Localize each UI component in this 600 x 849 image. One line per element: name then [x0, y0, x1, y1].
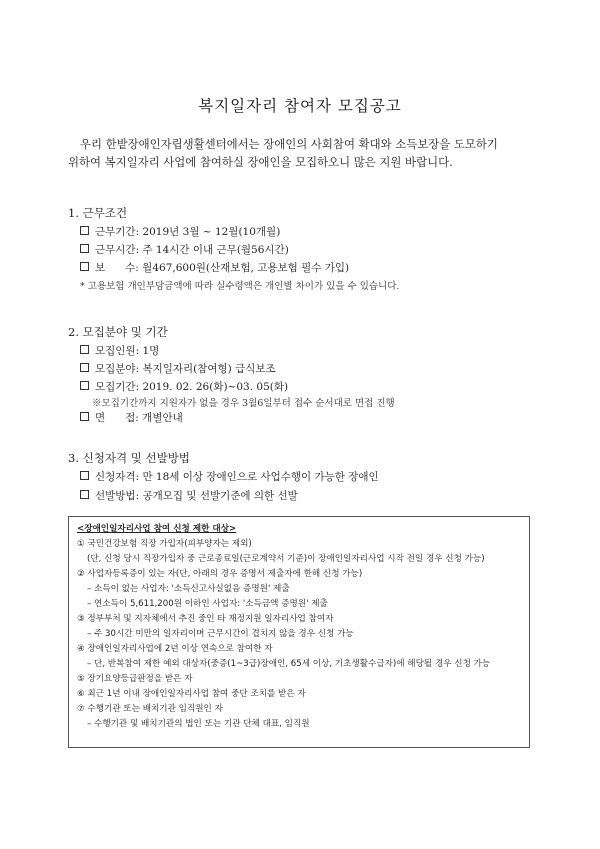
- checkbox-icon: [80, 412, 89, 421]
- recruit-period-text: 모집기간: 2019. 02. 26(화)~03. 05(화): [95, 381, 289, 393]
- insurance-note: * 고용보험 개인부담금액에 따라 실수령액은 개인별 차이가 있을 수 있습니다.: [80, 281, 400, 292]
- salary-item: [80, 260, 349, 275]
- restriction-line: – 소득이 없는 사업자: '소득신고사실없음 증명원' 제출: [87, 584, 290, 594]
- intro-line-1: 우리 한밭장애인자립생활센터에서는 장애인의 사회참여 확대와 소득보장을 도모하기: [80, 137, 498, 151]
- checkbox-icon: [80, 244, 89, 253]
- work-hours-text: 근무시간: 주 14시간 이내 근무(월56시간): [95, 244, 289, 256]
- restriction-line: ⑥ 최근 1년 이내 장애인일자리사업 참여 중단 조치를 받은 자: [77, 689, 306, 699]
- checkbox-icon: [80, 381, 89, 390]
- restriction-notice-box: [68, 516, 530, 748]
- recruit-count-item: [80, 343, 159, 358]
- recruit-period-note: ※모집기간까지 지원자가 없을 경우 3월6일부터 접수 순서대로 면접 진행: [92, 398, 395, 409]
- section-title-eligibility: 3. 신청자격 및 선발방법: [68, 451, 190, 465]
- restriction-line: – 연소득이 5,611,200원 이하인 사업자: '소득금액 증명원' 제출: [87, 599, 328, 609]
- selection-method-item: [80, 488, 298, 503]
- restriction-line: ② 사업자등록증이 있는 자(단, 아래의 경우 증명서 제출자에 한해 신청 가능): [77, 569, 363, 579]
- work-period-item: [80, 224, 280, 239]
- selection-method-text: 선발방법: 공개모집 및 선발기준에 의한 선발: [95, 490, 298, 502]
- restriction-heading: <장애인일자리사업 참여 신청 제한 대상>: [77, 524, 237, 534]
- section-title-recruitment: 2. 모집분야 및 기간: [68, 325, 168, 339]
- checkbox-icon: [80, 226, 89, 235]
- checkbox-icon: [80, 262, 89, 271]
- intro-paragraph: [68, 135, 548, 171]
- eligibility-item: [80, 469, 379, 484]
- checkbox-icon: [80, 471, 89, 480]
- interview-text: 면 접: 개별안내: [95, 412, 183, 424]
- checkbox-icon: [80, 363, 89, 372]
- interview-item: [80, 410, 183, 425]
- checkbox-icon: [80, 490, 89, 499]
- work-period-text: 근무기간: 2019년 3월 ~ 12월(10개월): [95, 226, 281, 238]
- restriction-line: – 수행기관 및 배치기관의 법인 또는 기관 단체 대표, 임직원: [87, 719, 310, 729]
- recruit-field-text: 모집분야: 복지일자리(참여형) 급식보조: [95, 363, 276, 375]
- restriction-line: ④ 장애인일자리사업에 2년 이상 연속으로 참여한 자: [77, 644, 273, 654]
- eligibility-text: 신청자격: 만 18세 이상 장애인으로 사업수행이 가능한 장애인: [95, 471, 379, 483]
- recruit-period-item: [80, 379, 288, 394]
- restriction-line: – 단, 반복참여 제한 예외 대상자(중증(1~3급)장애인, 65세 이상, 기초생활수급자)에 해당될 경우 신청 가능: [87, 659, 491, 669]
- restriction-line: ⑤ 장기요양등급판정을 받은 자: [77, 674, 193, 684]
- recruit-count-text: 모집인원: 1명: [95, 345, 160, 357]
- recruit-field-item: [80, 361, 276, 376]
- checkbox-icon: [80, 345, 89, 354]
- page-title: 복지일자리 참여자 모집공고: [198, 97, 402, 115]
- work-hours-item: [80, 242, 289, 257]
- section-title-work-conditions: 1. 근무조건: [68, 206, 128, 220]
- restriction-line: ⑦ 수행기관 또는 배치기관 임직원인 자: [77, 704, 223, 714]
- restriction-line: ③ 정부부처 및 지자체에서 추진 중인 타 재정지원 일자리사업 참여자: [77, 614, 334, 624]
- restriction-line: – 주 30시간 미만의 일자리이며 근무시간이 겹치지 않을 경우 신청 가능: [87, 629, 354, 639]
- intro-line-2: 위하여 복지일자리 사업에 참여하실 장애인을 모집하오니 많은 지원 바랍니다.: [68, 155, 453, 169]
- restriction-line: ① 국민건강보험 직장 가입자(피부양자는 제외): [77, 539, 252, 549]
- salary-text: 보 수: 월467,600원(산재보험, 고용보험 필수 가입): [95, 262, 350, 274]
- restriction-line: (단, 신청 당시 직장가입자 중 근로종료일(근로계약서 기준)이 장애인일자리사업 시작 전일 경우 신청 가능): [87, 554, 485, 564]
